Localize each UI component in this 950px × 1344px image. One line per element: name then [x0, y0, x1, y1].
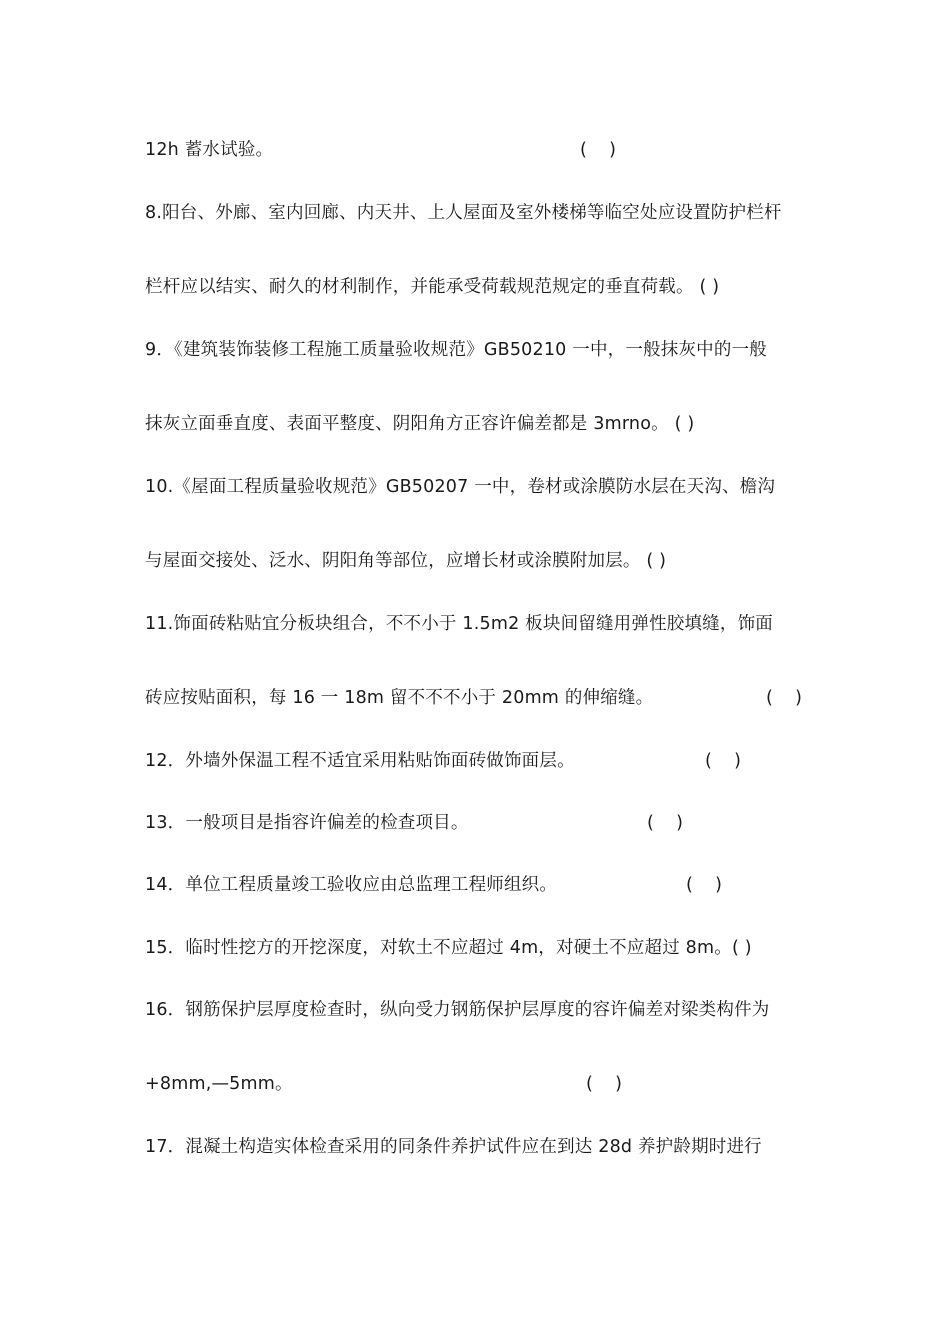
answer-blank-9: ( ) [766, 688, 802, 708]
text-line-14: 16．钢筋保护层厚度检查时，纵向受力钢筋保护层厚度的容许偏差对梁类构件为 [145, 1000, 770, 1020]
text-line-2: 8.阳台、外廊、室内回廊、内天井、上人屋面及室外楼梯等临空处应设置防护栏杆 [145, 203, 782, 223]
answer-blank-10: ( ) [705, 751, 741, 771]
text-line-11: 13．一般项目是指容许偏差的检查项目。 [145, 813, 469, 833]
text-line-16: 17．混凝土构造实体检查采用的同条件养护试件应在到达 28d 养护龄期时进行 [145, 1137, 762, 1157]
text-line-12: 14．单位工程质量竣工验收应由总监理工程师组织。 [145, 875, 558, 895]
text-line-15: +8mm,—5mm。 [145, 1074, 293, 1094]
text-line-6: 10.《屋面工程质量验收规范》GB50207 一中，卷材或涂膜防水层在天沟、檐沟 [145, 477, 776, 497]
answer-blank-12: ( ) [686, 875, 722, 895]
text-line-4: 9．《建筑装饰装修工程施工质量验收规范》GB50210 一中，一般抹灰中的一般 [145, 340, 767, 360]
text-line-13: 15．临时性挖方的开挖深度，对软土不应超过 4m，对硬土不应超过 8m。( ) [145, 938, 752, 958]
text-line-5: 抹灰立面垂直度、表面平整度、阴阳角方正容许偏差都是 3mrno。 ( ) [145, 414, 695, 434]
text-line-7: 与屋面交接处、泛水、阴阳角等部位，应增长材或涂膜附加层。 ( ) [145, 551, 667, 571]
answer-blank-15: ( ) [586, 1074, 622, 1094]
text-line-8: 11.饰面砖粘贴宜分板块组合，不不小于 1.5m2 板块间留缝用弹性胶填缝，饰面 [145, 614, 773, 634]
text-line-10: 12．外墙外保温工程不适宜采用粘贴饰面砖做饰面层。 [145, 751, 575, 771]
answer-blank-11: ( ) [647, 813, 683, 833]
text-line-9: 砖应按贴面积，每 16 一 18m 留不不不小于 20mm 的伸缩缝。 [145, 688, 654, 708]
answer-blank-1: ( ) [580, 140, 616, 160]
text-line-1: 12h 蓄水试验。 [145, 140, 274, 160]
text-line-3: 栏杆应以结实、耐久的材利制作，并能承受荷载规范规定的垂直荷载。 ( ) [145, 277, 720, 297]
